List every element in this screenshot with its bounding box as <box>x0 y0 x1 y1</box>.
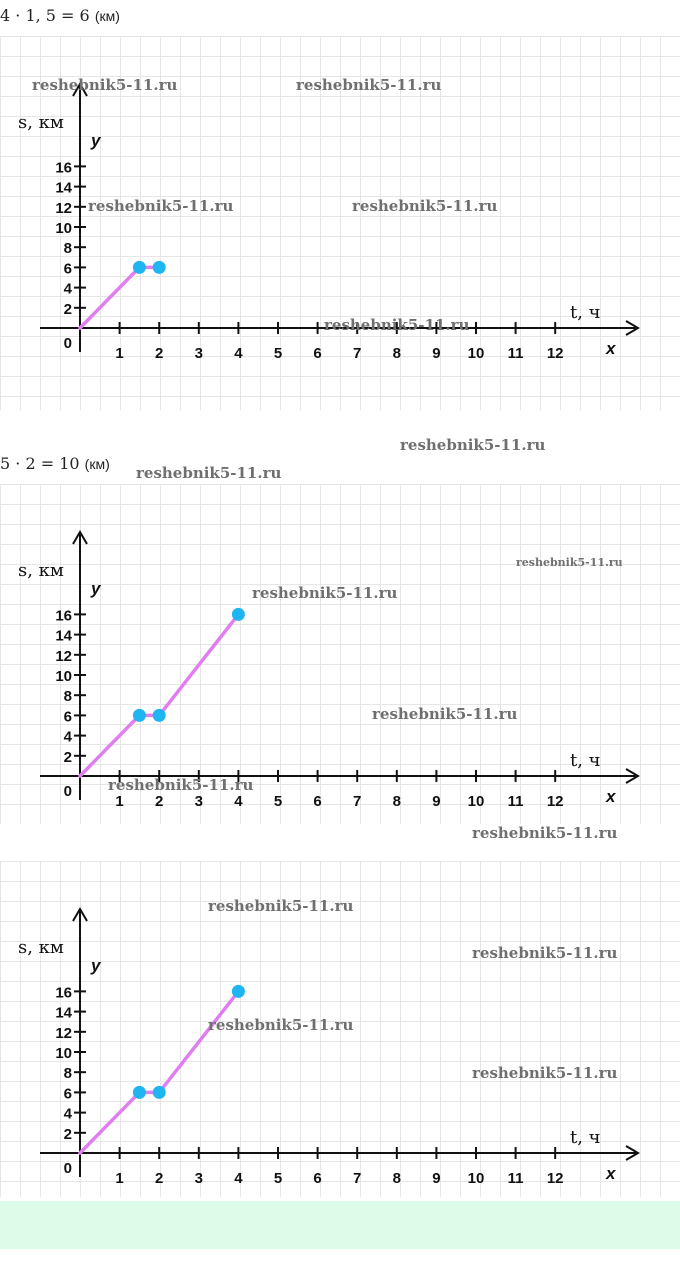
x-tick-label: 10 <box>467 1170 485 1187</box>
y-axis-letter: y <box>91 956 101 975</box>
x-tick-label: 8 <box>392 345 401 362</box>
y-tick-label: 16 <box>55 984 72 1002</box>
y-tick-label: 12 <box>55 647 72 665</box>
data-point <box>133 1086 146 1099</box>
x-tick-label: 2 <box>155 1170 164 1187</box>
y-axis-letter: y <box>91 131 101 150</box>
formula-expression: 4 · 1, 5 = 6 <box>0 6 90 25</box>
x-tick-label: 8 <box>392 793 401 810</box>
x-tick-label: 12 <box>546 345 564 362</box>
x-tick-label: 1 <box>115 345 124 362</box>
x-tick-label: 5 <box>273 793 283 810</box>
y-tick-label: 14 <box>55 627 72 645</box>
x-tick-label: 3 <box>194 345 203 362</box>
data-point <box>232 985 245 998</box>
watermark: reshebnik5-11.ru <box>352 197 498 215</box>
watermark: reshebnik5-11.ru <box>372 705 518 723</box>
watermark: reshebnik5-11.ru <box>472 944 618 962</box>
data-point <box>153 709 166 722</box>
watermark: reshebnik5-11.ru <box>472 1064 618 1082</box>
y-axis-label: s, км <box>18 937 64 958</box>
x-axis-letter: x <box>606 339 616 358</box>
y-axis-label: s, км <box>18 112 64 133</box>
y-tick-label: 12 <box>55 199 72 217</box>
watermark: reshebnik5-11.ru <box>400 436 546 454</box>
watermark: reshebnik5-11.ru <box>324 316 470 334</box>
formula-line-2 <box>0 454 110 473</box>
x-tick-label: 11 <box>507 345 524 362</box>
x-tick-label: 1 <box>115 793 124 810</box>
x-tick-label: 9 <box>432 793 441 810</box>
x-tick-label: 11 <box>507 1170 524 1187</box>
x-tick-label: 3 <box>194 1170 203 1187</box>
y-tick-label: 2 <box>63 748 72 766</box>
series-line <box>80 614 238 776</box>
formula-expression: 5 · 2 = 10 <box>0 454 80 473</box>
x-tick-label: 10 <box>467 345 485 362</box>
y-axis-label: s, км <box>18 560 64 581</box>
chart-panel-2 <box>0 484 680 824</box>
y-tick-label: 8 <box>63 1065 72 1083</box>
watermark: reshebnik5-11.ru <box>108 776 254 794</box>
y-axis-letter: y <box>91 579 101 598</box>
x-tick-label: 10 <box>467 793 485 810</box>
y-tick-label: 6 <box>63 1085 72 1103</box>
y-tick-label: 16 <box>55 607 72 625</box>
data-point <box>133 709 146 722</box>
x-axis-label: t, ч <box>570 750 601 771</box>
x-tick-label: 2 <box>155 793 164 810</box>
watermark: reshebnik5-11.ru <box>32 76 178 94</box>
x-tick-label: 3 <box>194 793 203 810</box>
watermark: reshebnik5-11.ru <box>296 76 442 94</box>
x-axis-letter: x <box>606 1164 616 1183</box>
y-tick-label: 4 <box>63 728 72 746</box>
x-tick-label: 4 <box>234 1170 243 1187</box>
x-axis-label: t, ч <box>570 302 601 323</box>
formula-line-1 <box>0 6 120 25</box>
x-tick-label: 5 <box>273 1170 283 1187</box>
y-tick-label: 10 <box>55 1045 72 1062</box>
origin-label: 0 <box>63 1160 72 1177</box>
x-tick-label: 11 <box>507 793 524 810</box>
y-tick-label: 14 <box>55 1004 72 1022</box>
y-tick-label: 8 <box>63 240 72 258</box>
x-tick-label: 7 <box>353 1170 362 1187</box>
x-axis-letter: x <box>606 787 616 806</box>
x-tick-label: 1 <box>115 1170 124 1187</box>
y-tick-label: 16 <box>55 159 72 177</box>
watermark: reshebnik5-11.ru <box>252 584 398 602</box>
origin-label: 0 <box>63 335 72 352</box>
answer-strip <box>0 1201 680 1249</box>
watermark: reshebnik5-11.ru <box>208 897 354 915</box>
y-tick-label: 12 <box>55 1024 72 1042</box>
data-point <box>232 608 245 621</box>
x-tick-label: 4 <box>234 793 243 810</box>
x-axis-label: t, ч <box>570 1127 601 1148</box>
y-tick-label: 8 <box>63 688 72 706</box>
watermark: reshebnik5-11.ru <box>472 824 618 842</box>
x-tick-label: 6 <box>313 345 322 362</box>
y-tick-label: 6 <box>63 708 72 726</box>
watermark: reshebnik5-11.ru <box>88 197 234 215</box>
data-point <box>133 261 146 274</box>
y-tick-label: 2 <box>63 1125 72 1143</box>
y-tick-label: 6 <box>63 260 72 278</box>
x-tick-label: 9 <box>432 1170 441 1187</box>
x-tick-label: 4 <box>234 345 243 362</box>
y-tick-label: 2 <box>63 300 72 318</box>
watermark: reshebnik5-11.ru <box>136 464 282 482</box>
formula-unit: (км) <box>84 456 110 472</box>
x-tick-label: 6 <box>313 1170 322 1187</box>
y-tick-label: 14 <box>55 179 72 197</box>
watermark: reshebnik5-11.ru <box>208 1016 354 1034</box>
chart-2 <box>0 484 680 824</box>
y-tick-label: 10 <box>55 668 72 685</box>
x-tick-label: 12 <box>546 1170 564 1187</box>
y-tick-label: 4 <box>63 280 72 298</box>
x-tick-label: 2 <box>155 345 164 362</box>
x-tick-label: 12 <box>546 793 564 810</box>
x-tick-label: 7 <box>353 793 362 810</box>
watermark: reshebnik5-11.ru <box>516 556 623 569</box>
x-tick-label: 8 <box>392 1170 401 1187</box>
formula-unit: (км) <box>94 8 120 24</box>
data-point <box>153 1086 166 1099</box>
data-point <box>153 261 166 274</box>
y-tick-label: 4 <box>63 1105 72 1123</box>
y-tick-label: 10 <box>55 220 72 237</box>
x-tick-label: 7 <box>353 345 362 362</box>
x-tick-label: 5 <box>273 345 283 362</box>
x-tick-label: 6 <box>313 793 322 810</box>
x-tick-label: 9 <box>432 345 441 362</box>
grid <box>0 484 680 824</box>
origin-label: 0 <box>63 783 72 800</box>
